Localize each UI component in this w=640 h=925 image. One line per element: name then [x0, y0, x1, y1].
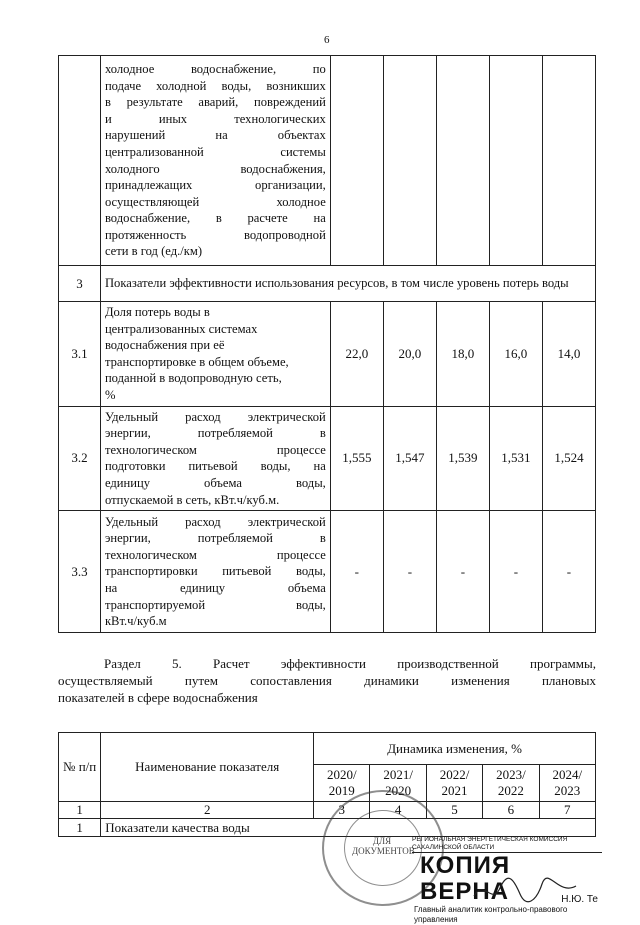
text-line: поданной в водопроводную сеть, — [104, 371, 282, 386]
value-cell — [489, 56, 542, 266]
header-dynamics: Динамика изменения, % — [314, 733, 596, 765]
indicators-table — [58, 55, 596, 633]
text-line: централизованных системах — [104, 321, 258, 336]
value-cell: - — [542, 511, 595, 633]
row-number: 3.1 — [59, 302, 101, 407]
value-cell: 18,0 — [436, 302, 489, 407]
value-cell: 16,0 — [489, 302, 542, 407]
text-line: транспортировке в общем объеме, — [104, 354, 289, 369]
text-line: централизованной системы — [104, 144, 326, 159]
value-cell: - — [383, 511, 436, 633]
text-line: холодное водоснабжение, по — [104, 61, 326, 76]
indicator-name-cell — [100, 302, 330, 407]
text-line: на единицу объема — [104, 580, 326, 595]
indicator-name-cell — [100, 511, 330, 633]
text-line: осуществляемый путем сопоставления динамики изменения плановых — [58, 673, 596, 688]
column-number: 4 — [370, 802, 426, 819]
section-title: Показатели эффективности использования ресурсов, в том числе уровень потерь воды — [100, 266, 595, 302]
value-cell: 1,531 — [489, 406, 542, 511]
text-line: в результате аварий, повреждений — [104, 95, 326, 110]
text-line: водоснабжение, в расчете на — [104, 211, 326, 226]
text-line: протяженность водопроводной — [104, 227, 326, 242]
text-line: сети в год (ед./км) — [104, 244, 203, 259]
text-line: технологическом процессе — [104, 442, 326, 457]
signature — [470, 876, 580, 904]
text-line: Удельный расход электрической — [104, 514, 326, 529]
value-cell: - — [489, 511, 542, 633]
table-row — [59, 511, 596, 633]
value-cell — [383, 56, 436, 266]
row-number: 1 — [59, 819, 101, 837]
column-number: 1 — [59, 802, 101, 819]
row-name: Показатели качества воды — [101, 819, 596, 837]
seal-line: ДЛЯ — [372, 836, 392, 846]
value-cell — [542, 56, 595, 266]
text-line: осуществляющей холодное — [104, 194, 326, 209]
value-cell: 1,555 — [330, 406, 383, 511]
indicator-name-cell — [100, 406, 330, 511]
text-line: Удельный расход электрической — [104, 409, 326, 424]
text-line: единицу объема воды, — [104, 475, 326, 490]
header-num: № п/п — [59, 733, 101, 802]
column-number: 7 — [539, 802, 595, 819]
text-line: показателей в сфере водоснабжения — [58, 690, 258, 705]
page-number: 6 — [324, 34, 330, 46]
text-line: технологическом процессе — [104, 547, 326, 562]
header-name: Наименование показателя — [101, 733, 314, 802]
value-cell: - — [330, 511, 383, 633]
text-line: холодного водоснабжения, — [104, 161, 326, 176]
row-number: 3.3 — [59, 511, 101, 633]
seal-line: ДОКУМЕНТОВ — [352, 846, 415, 856]
value-cell: 20,0 — [383, 302, 436, 407]
column-number: 3 — [314, 802, 370, 819]
text-line: энергии, потребляемой в — [104, 426, 326, 441]
text-line: транспортировки питьевой воды, — [104, 564, 326, 579]
value-cell: 1,547 — [383, 406, 436, 511]
value-cell: 1,539 — [436, 406, 489, 511]
value-cell — [436, 56, 489, 266]
column-number: 2 — [101, 802, 314, 819]
text-line: и иных технологических — [104, 111, 326, 126]
stamp-position: Главный аналитик контрольно-правового управления — [414, 905, 568, 924]
value-cell: 1,524 — [542, 406, 595, 511]
text-line: принадлежащих организации, — [104, 178, 326, 193]
value-cell: - — [436, 511, 489, 633]
text-line: энергии, потребляемой в — [104, 531, 326, 546]
header-year: 2021/ 2020 — [370, 765, 426, 802]
row-number: 3.2 — [59, 406, 101, 511]
text-line: транспортируемой воды, — [104, 597, 326, 612]
text-line: Доля потерь воды в — [104, 305, 210, 319]
column-numbers-row — [59, 802, 596, 819]
header-year: 2024/ 2023 — [539, 765, 595, 802]
text-line: отпускаемой в сеть, кВт.ч/куб.м. — [104, 492, 280, 507]
text-line: нарушений на объектах — [104, 128, 326, 143]
section-number: 3 — [59, 266, 101, 302]
text-line: кВт.ч/куб.м — [104, 614, 167, 629]
table-row — [59, 56, 596, 266]
text-line: Раздел 5. Расчет эффективности производственной программы, — [104, 656, 596, 671]
indicator-name-cell — [100, 56, 330, 266]
section-row — [59, 266, 596, 302]
section-5-heading — [58, 655, 596, 706]
seal-text — [352, 836, 415, 856]
text-line: подготовки питьевой воды, на — [104, 459, 326, 474]
value-cell: 14,0 — [542, 302, 595, 407]
header-year: 2023/ 2022 — [483, 765, 539, 802]
row-number-cell — [59, 56, 101, 266]
text-line: водоснабжения при её — [104, 338, 225, 353]
header-year: 2020/ 2019 — [314, 765, 370, 802]
value-cell: 22,0 — [330, 302, 383, 407]
dynamics-table — [58, 732, 596, 837]
header-year: 2022/ 2021 — [426, 765, 482, 802]
stamp-organization: РЕГИОНАЛЬНАЯ ЭНЕРГЕТИЧЕСКАЯ КОМИССИЯ САХАЛИНСКОЙ ОБЛАСТИ — [412, 836, 602, 853]
stamp-name: Н.Ю. Те — [561, 894, 598, 905]
header-row — [59, 733, 596, 765]
table-row — [59, 302, 596, 407]
column-number: 5 — [426, 802, 482, 819]
stamp-title: КОПИЯ ВЕРНА — [420, 852, 511, 905]
value-cell — [330, 56, 383, 266]
column-number: 6 — [483, 802, 539, 819]
table-row — [59, 406, 596, 511]
text-line: подаче холодной воды, возникших — [104, 78, 326, 93]
text-line: % — [104, 387, 116, 402]
